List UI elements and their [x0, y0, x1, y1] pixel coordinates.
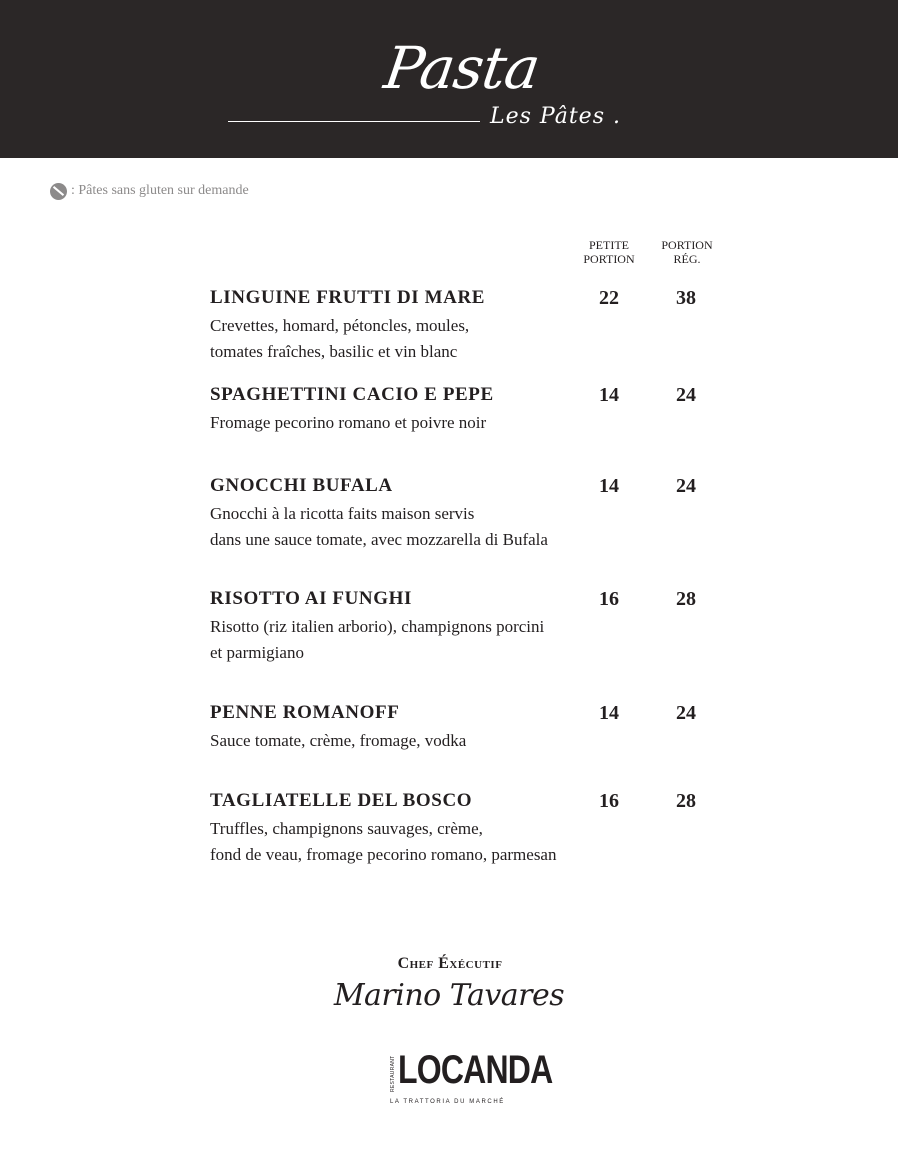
- menu-item-description: [210, 410, 590, 436]
- restaurant-logo: [388, 1048, 553, 1112]
- description-line: Crevettes, homard, pétoncles, moules,: [210, 316, 470, 335]
- column-header-regular-line1: PORTION: [661, 238, 713, 252]
- column-header-regular: [652, 238, 722, 266]
- column-header-regular-line2: RÉG.: [673, 252, 701, 266]
- price-regular: 24: [676, 475, 696, 497]
- no-gluten-icon: [50, 183, 67, 200]
- menu-item-name: GNOCCHI BUFALA: [210, 475, 393, 496]
- menu-item-description: [210, 614, 590, 666]
- column-header-small-line1: PETITE: [589, 238, 629, 252]
- header-divider: [228, 121, 480, 122]
- logo-name: LOCANDA: [398, 1048, 553, 1092]
- menu-item-name: PENNE ROMANOFF: [210, 702, 400, 723]
- description-line: tomates fraîches, basilic et vin blanc: [210, 342, 458, 361]
- price-small: 22: [599, 287, 619, 309]
- gluten-free-note-text: : Pâtes sans gluten sur demande: [71, 183, 249, 198]
- menu-item-description: [210, 816, 590, 868]
- menu-item-description: [210, 501, 590, 553]
- menu-item-name: RISOTTO AI FUNGHI: [210, 588, 413, 609]
- price-small: 16: [599, 790, 619, 812]
- gluten-free-note: [50, 181, 249, 201]
- description-line: Fromage pecorino romano et poivre noir: [210, 413, 487, 432]
- price-small: 14: [599, 702, 619, 724]
- description-line: et parmigiano: [210, 643, 304, 662]
- description-line: Sauce tomate, crème, fromage, vodka: [210, 731, 467, 750]
- price-regular: 24: [676, 702, 696, 724]
- price-regular: 38: [676, 287, 696, 309]
- description-line: Gnocchi à la ricotta faits maison servis: [210, 504, 475, 523]
- menu-item-name: LINGUINE FRUTTI DI MARE: [210, 287, 486, 308]
- column-header-small-line2: PORTION: [583, 252, 635, 266]
- description-line: Truffles, champignons sauvages, crème,: [210, 819, 483, 838]
- page-subtitle: Les Pâtes .: [490, 104, 621, 129]
- description-line: fond de veau, fromage pecorino romano, parmesan: [210, 845, 557, 864]
- logo-tagline: LA TRATTORIA DU MARCHÉ: [390, 1099, 505, 1105]
- price-small: 16: [599, 588, 619, 610]
- header-banner: [0, 0, 898, 158]
- page-title: Pasta: [380, 34, 544, 102]
- price-regular: 24: [676, 384, 696, 406]
- chef-signature: Marino Tavares: [333, 978, 565, 1013]
- menu-item-name: SPAGHETTINI CACIO E PEPE: [210, 384, 494, 405]
- menu-item-description: [210, 313, 590, 365]
- price-small: 14: [599, 384, 619, 406]
- menu-item-description: [210, 728, 590, 754]
- price-small: 14: [599, 475, 619, 497]
- menu-item-name: TAGLIATELLE DEL BOSCO: [210, 790, 473, 811]
- logo-side-text: RESTAURANT: [390, 1055, 396, 1092]
- price-regular: 28: [676, 588, 696, 610]
- description-line: dans une sauce tomate, avec mozzarella di Bufala: [210, 530, 548, 549]
- chef-title: Chef Éxécutif: [397, 955, 503, 972]
- price-regular: 28: [676, 790, 696, 812]
- column-header-small: [574, 238, 644, 266]
- description-line: Risotto (riz italien arborio), champignons porcini: [210, 617, 545, 636]
